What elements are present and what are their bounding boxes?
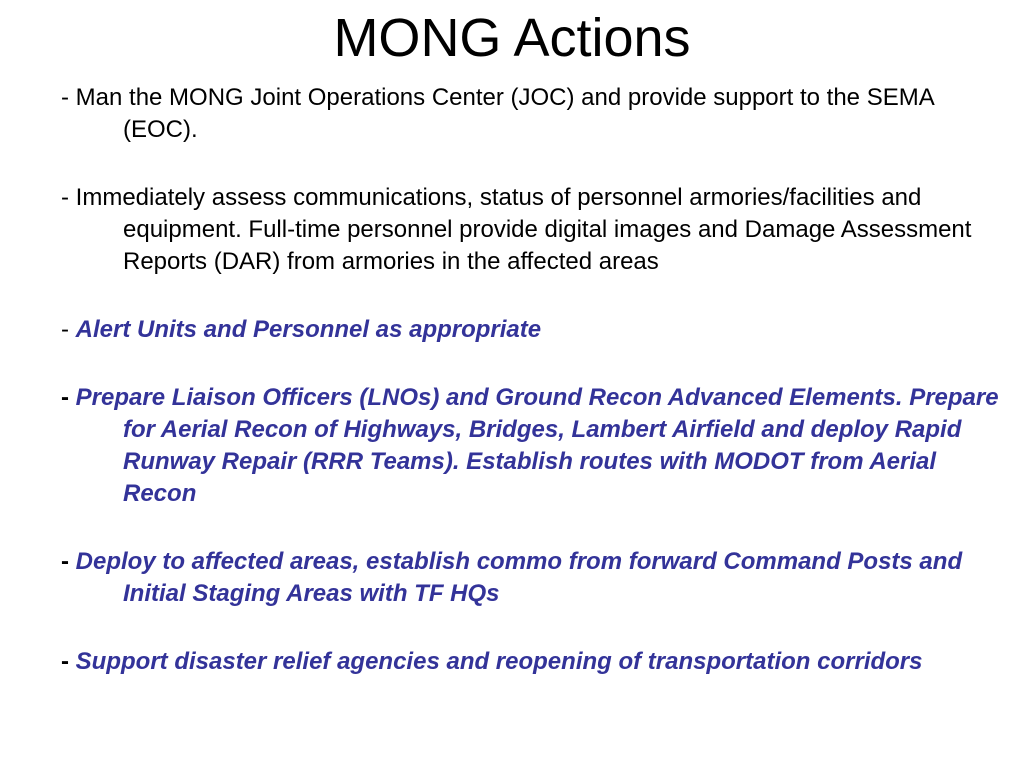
bullet-item [61,646,1011,678]
bullet-dash: - [61,184,76,211]
bullet-dash: - [61,84,76,111]
bullet-list [61,82,1011,678]
bullet-dash: - [61,384,76,411]
bullet-dash: - [61,316,76,343]
slide-title: MONG Actions [333,8,691,68]
bullet-text: Man the MONG Joint Operations Center (JOC) and provide support to the SEMA (EOC). [75,84,934,143]
bullet-text-emphasis: Alert Units and Personnel as appropriate [75,316,542,343]
bullet-text: Immediately assess communications, status of personnel armories/facilities and equipment. Full-time personnel provide digital images and Damage Assessment Reports (DAR) from armories in the affected areas [75,184,972,275]
bullet-item [61,546,1011,610]
bullet-dash: - [61,648,76,675]
bullet-dash: - [61,548,76,575]
bullet-item [61,314,1011,346]
bullet-text-emphasis: Prepare Liaison Officers (LNOs) and Ground Recon Advanced Elements. Prepare for Aerial Recon of Highways, Bridges, Lambert Airfield and deploy Rapid Runway Repair (RRR Teams). Establish routes with MODOT from Aerial Recon [75,384,999,507]
bullet-text-emphasis: Support disaster relief agencies and reopening of transportation corridors [75,648,923,675]
bullet-item [61,182,1011,278]
bullet-item [61,82,1011,146]
bullet-text-emphasis: Deploy to affected areas, establish commo from forward Command Posts and Initial Staging Areas with TF HQs [75,548,963,607]
bullet-item [61,382,1011,510]
